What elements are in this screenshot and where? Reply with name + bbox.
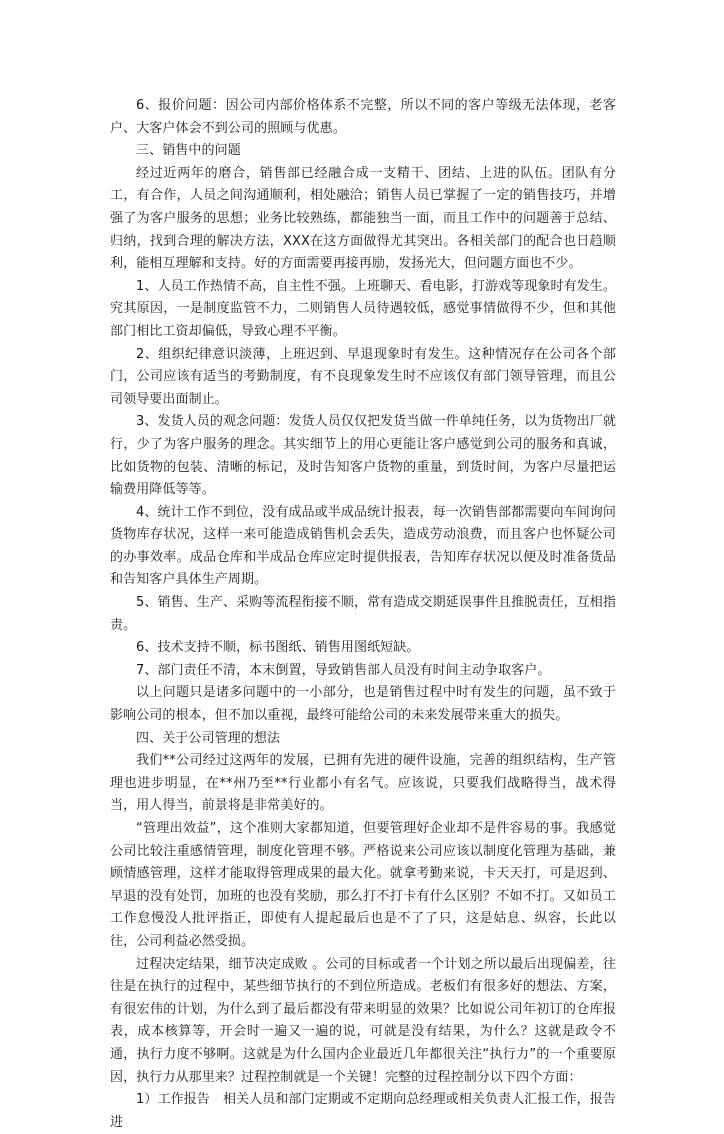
paragraph-work-report: 1）工作报告 相关人员和部门定期或不定期向总经理或相关负责人汇报工作，报告进 bbox=[110, 1092, 616, 1130]
paragraph-company-development: 我们**公司经过这两年的发展，已拥有先进的硬件设施，完善的组织结构，生产管理也进步明显，在**州乃至**行业都小有名气。应该说，只要我们战略得当，战术得当，用人得当，前景将是非常美好的。 bbox=[110, 753, 616, 814]
paragraph-team-overview: 经过近两年的磨合，销售部已经融合成一支精干、团结、上进的队伍。团队有分工，有合作，人员之间沟通顺利，相处融洽；销售人员已掌握了一定的销售技巧，并增强了为客户服务的思想；业务比较熟练，都能独当一面，而且工作中的问题善于总结、归纳，找到合理的解决方法，XXX在这方面做得尤其突出。各相关部门的配合也日趋顺利，能相互理解和支持。好的方面需要再接再励，发扬光大，但问题方面也不少。 bbox=[110, 165, 616, 272]
paragraph-problems-summary: 以上问题只是诸多问题中的一小部分，也是销售过程中时有发生的问题，虽不致于影响公司的根本，但不加以重视，最终可能给公司的未来发展带来重大的损失。 bbox=[110, 685, 616, 724]
section-heading-management-ideas: 四、关于公司管理的想法 bbox=[136, 730, 281, 746]
paragraph-problem-5: 5、销售、生产、采购等流程衔接不顺，常有造成交期延误事件且推脱责任，互相指责。 bbox=[110, 595, 616, 633]
paragraph-problem-3: 3、发货人员的观念问题：发货人员仅仅把发货当做一件单纯任务，以为货物出厂就行，少了为客户服务的理念。其实细节上的用心更能让客户感觉到公司的服务和真诚，比如货物的包装、清晰的标记，及时告知客户货物的重量，到货时间，为客户尽量把运输费用降低等等。 bbox=[110, 414, 616, 498]
paragraph-problem-1: 1、人员工作热情不高，自主性不强。上班聊天、看电影，打游戏等现象时有发生。究其原因，一是制度监管不力，二则销售人员待遇较低，感觉事情做得不少，但和其他部门相比工资却偏低，导致心理不平衡。 bbox=[110, 278, 616, 339]
paragraph-problem-6: 6、技术支持不顺，标书图纸、销售用图纸短缺。 bbox=[136, 640, 420, 656]
paragraph-quote-issue: 6、报价问题：因公司内部价格体系不完整，所以不同的客户等级无法体现，老客户、大客户体会不到公司的照顾与优惠。 bbox=[110, 98, 616, 136]
paragraph-management-benefit: “管理出效益”，这个准则大家都知道，但要管理好企业却不是件容易的事。我感觉公司比较注重感情管理，制度化管理不够。严格说来公司应该以制度化管理为基础，兼顾情感管理，这样才能取得管理成果的最大化。就拿考勤来说，卡天天打，可是迟到、早退的没有处罚，加班的也没有奖励，那么打不打卡有什么区别？不如不打。又如员工工作怠慢没人批评指正，即使有人提起最后也是不了了只，这是姑息、纵容，长此以往，公司利益必然受损。 bbox=[110, 821, 616, 949]
document-page bbox=[110, 95, 616, 1134]
paragraph-problem-4: 4、统计工作不到位，没有成品或半成品统计报表，每一次销售部都需要向车间询问货物库存状况，这样一来可能造成销售机会丢失，造成劳动浪费，而且客户也怀疑公司的办事效率。成品仓库和半成品仓库应定时提供报表，告知库存状况以便及时准备货品和告知客户具体生产周期。 bbox=[110, 504, 616, 588]
section-heading-sales-problems: 三、销售中的问题 bbox=[136, 143, 241, 159]
paragraph-process-control: 过程决定结果，细节决定成败 。公司的目标或者一个计划之所以最后出现偏差，往往是在执行的过程中，某些细节执行的不到位所造成。老板们有很多好的想法、方案，有很宏伟的计划，为什么到了最后都没有带来明显的效果？比如说公司年初订的仓库报表，成本核算等，开会时一遍又一遍的说，可就是没有结果，为什么？这就是政令不通，执行力度不够啊。这就是为什么国内企业最近几年都很关注“执行力”的一个重要原因，执行力从那里来？过程控制就是一个关键！完整的过程控制分以下四个方面： bbox=[110, 956, 616, 1085]
paragraph-problem-2: 2、组织纪律意识淡薄，上班迟到、早退现象时有发生。这种情况存在公司各个部门，公司应该有适当的考勤制度，有不良现象发生时不应该仅有部门领导管理，而且公司领导要出面制止。 bbox=[110, 346, 616, 407]
paragraph-problem-7: 7、部门责任不清，本末倒置，导致销售部人员没有时间主动争取客户。 bbox=[136, 662, 551, 678]
